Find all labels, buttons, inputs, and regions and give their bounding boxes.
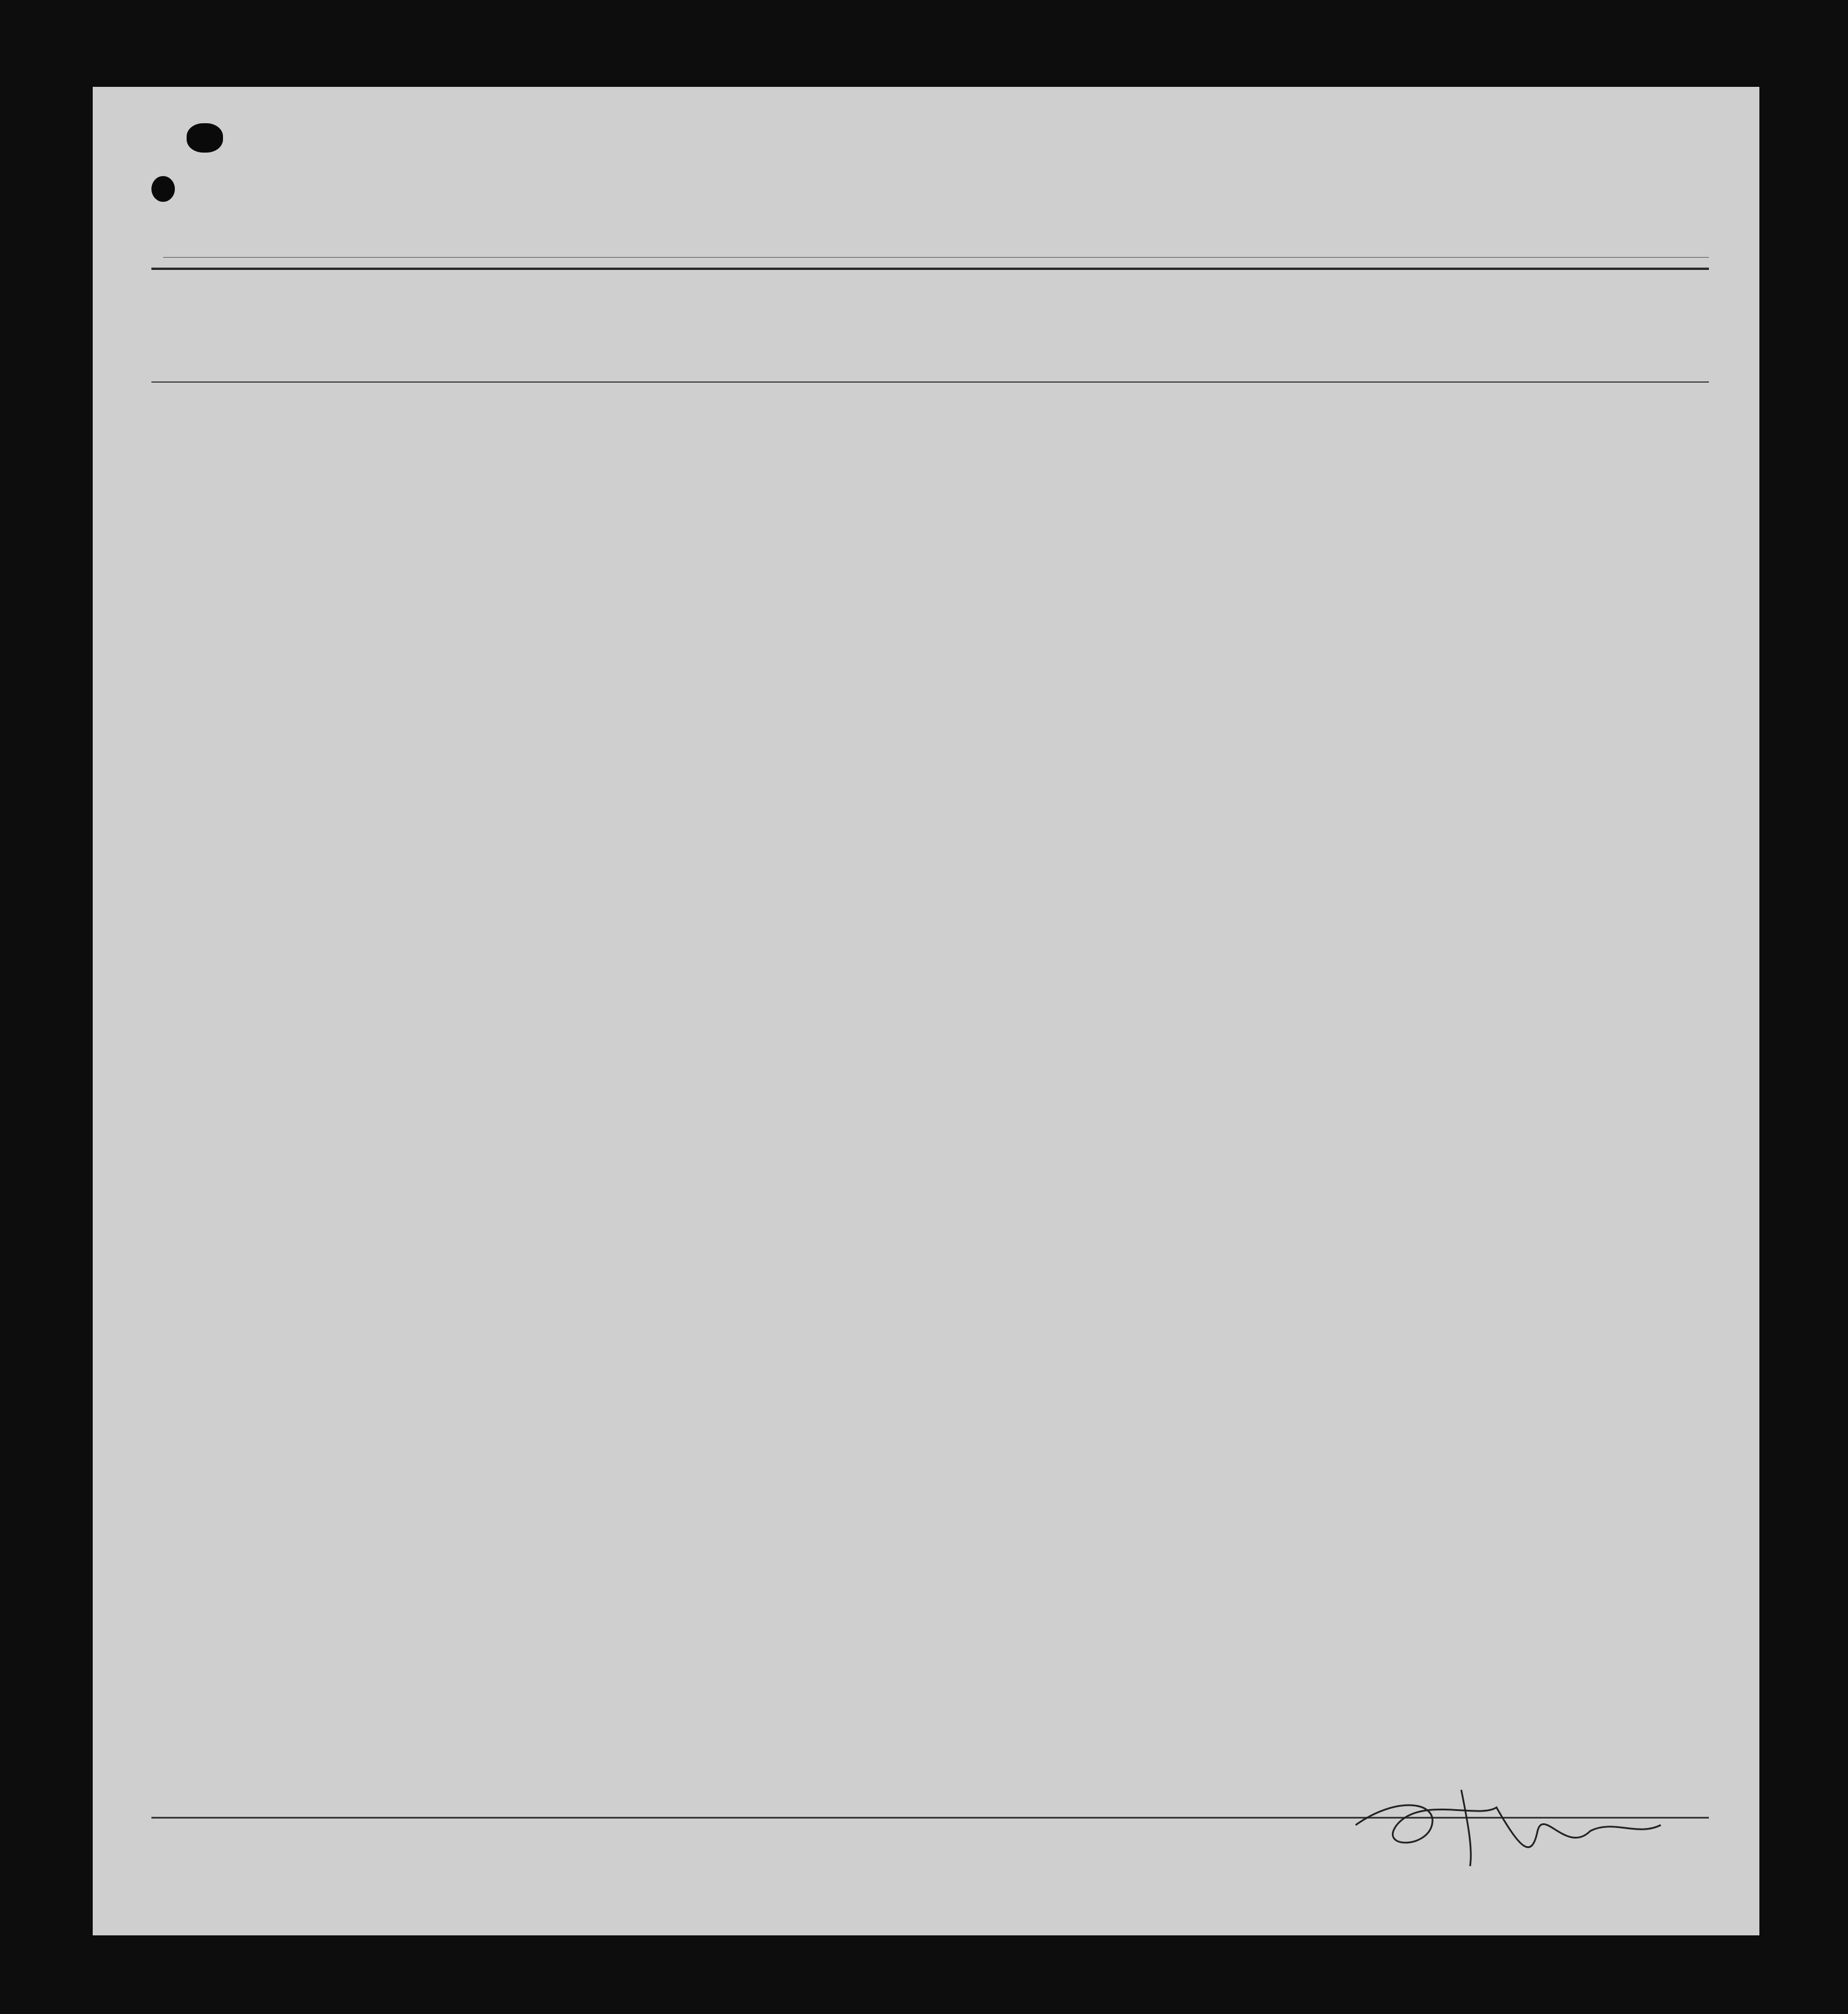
ink-blot bbox=[151, 176, 175, 202]
officer-signature bbox=[1344, 1784, 1673, 1872]
ink-blot bbox=[187, 123, 223, 153]
manifest-sheet bbox=[93, 87, 1759, 1935]
